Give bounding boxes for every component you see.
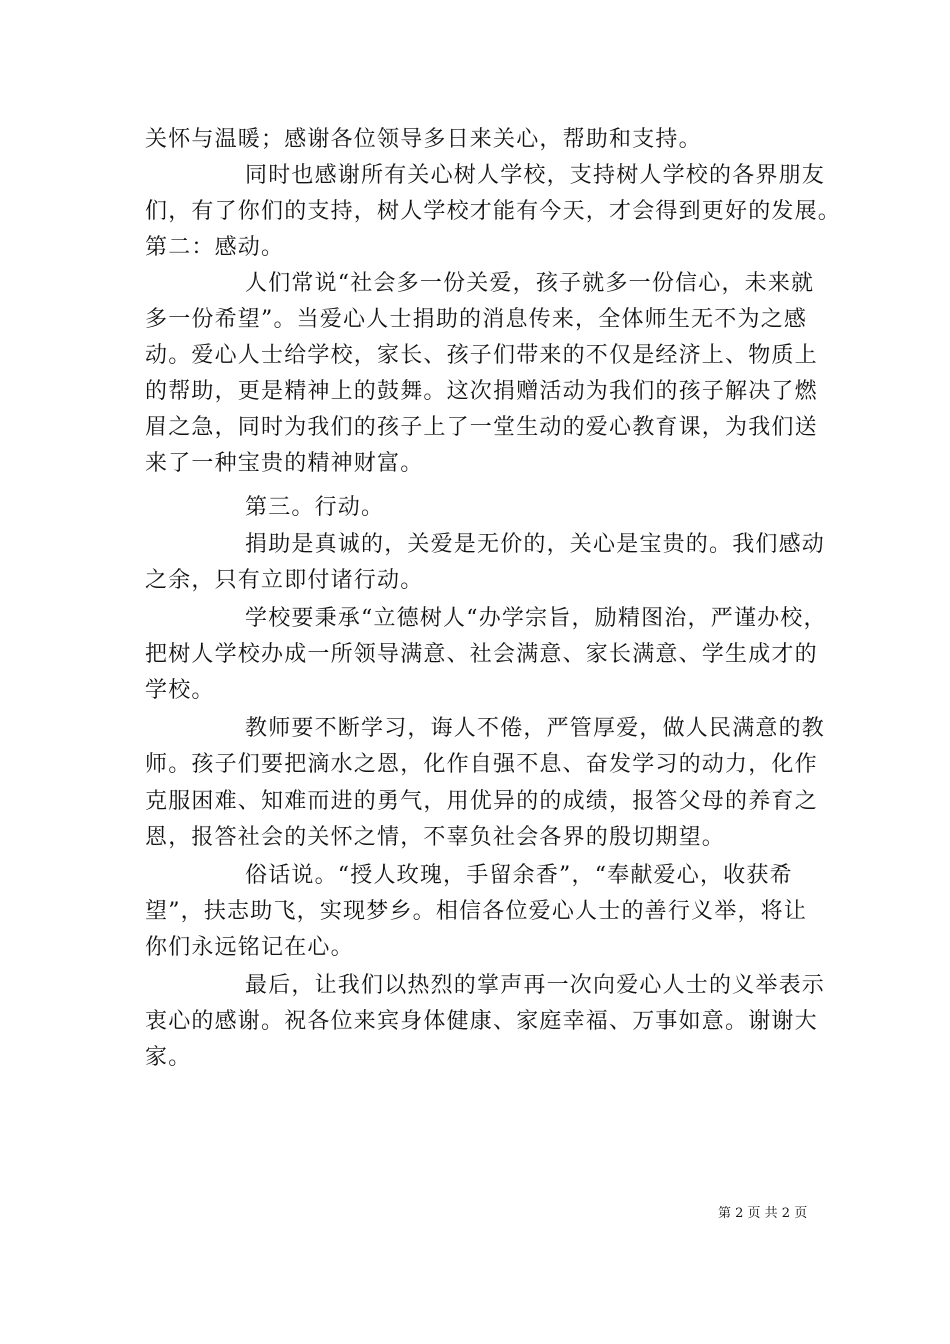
text-line: 同时也感谢所有关心树人学校，支持树人学校的各界朋友 bbox=[245, 163, 826, 188]
text-line: 多一份希望”。当爱心人士捐助的消息传来，全体师生无不为之感 bbox=[145, 307, 808, 332]
text-line: 学校要秉承“立德树人“办学宗旨，励精图治，严谨办校， bbox=[245, 606, 827, 631]
text-line: 眉之急，同时为我们的孩子上了一堂生动的爱心教育课，为我们送 bbox=[145, 415, 818, 440]
text-line: 你们永远铭记在心。 bbox=[145, 935, 354, 960]
text-line: 捐助是真诚的，关爱是无价的，关心是宝贵的。我们感动 bbox=[245, 532, 826, 557]
text-line: 动。爱心人士给学校，家长、孩子们带来的不仅是经济上、物质上 bbox=[145, 343, 818, 368]
section-heading: 第二：感动。 bbox=[145, 235, 285, 260]
text-line: 来了一种宝贵的精神财富。 bbox=[145, 451, 424, 476]
text-line: 之余，只有立即付诸行动。 bbox=[145, 568, 424, 593]
text-line: 恩，报答社会的关怀之情，不辜负社会各界的殷切期望。 bbox=[145, 825, 726, 850]
text-line: 师。孩子们要把滴水之恩，化作自强不息、奋发学习的动力，化作 bbox=[145, 752, 818, 777]
text-line: 们，有了你们的支持，树人学校才能有今天，才会得到更好的发展。 bbox=[145, 199, 842, 224]
text-line: 家。 bbox=[145, 1045, 192, 1070]
text-line: 衷心的感谢。祝各位来宾身体健康、家庭幸福、万事如意。谢谢大 bbox=[145, 1009, 818, 1034]
text-line: 关怀与温暖；感谢各位领导多日来关心，帮助和支持。 bbox=[145, 127, 702, 152]
text-line: 望”，扶志助飞，实现梦乡。相信各位爱心人士的善行义举，将让 bbox=[145, 899, 808, 924]
text-line: 把树人学校办成一所领导满意、社会满意、家长满意、学生成才的 bbox=[145, 642, 818, 667]
text-line: 教师要不断学习，诲人不倦，严管厚爱，做人民满意的教 bbox=[245, 716, 826, 741]
text-line: 最后，让我们以热烈的掌声再一次向爱心人士的义举表示 bbox=[245, 973, 826, 998]
section-heading: 第三。行动。 bbox=[245, 495, 385, 520]
page-number: 第 2 页 共 2 页 bbox=[718, 1206, 808, 1221]
text-line: 学校。 bbox=[145, 678, 215, 703]
text-line: 俗话说。“授人玫瑰，手留余香”，“奉献爱心，收获希 bbox=[245, 863, 793, 888]
text-line: 的帮助，更是精神上的鼓舞。这次捐赠活动为我们的孩子解决了燃 bbox=[145, 379, 818, 404]
text-line: 人们常说“社会多一份关爱，孩子就多一份信心，未来就 bbox=[245, 271, 815, 296]
text-line: 克服困难、知难而进的勇气，用优异的的成绩，报答父母的养育之 bbox=[145, 789, 818, 814]
